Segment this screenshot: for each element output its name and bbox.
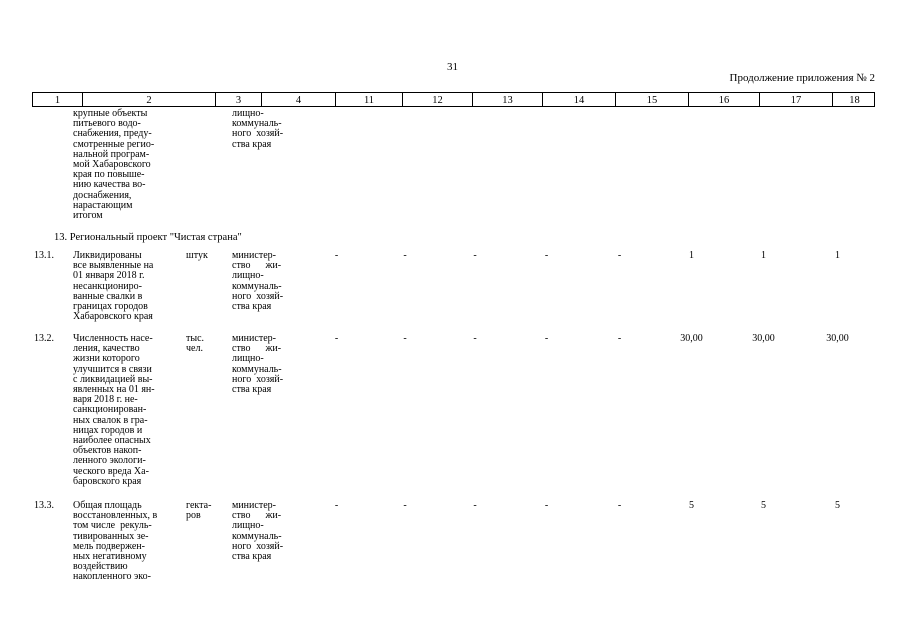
value-col-18: 30,00: [826, 333, 849, 344]
header-col-17: 17: [760, 93, 833, 106]
value-col-11: -: [334, 333, 339, 344]
value-col-12: -: [403, 333, 407, 344]
header-col-15: 15: [616, 93, 689, 106]
header-col-14: 14: [543, 93, 616, 106]
header-col-2: 2: [83, 93, 216, 106]
value-col-13: -: [473, 500, 477, 511]
value-col-15: -: [617, 500, 622, 511]
header-col-18: 18: [849, 95, 860, 106]
table-header: [32, 92, 875, 107]
value-col-11: -: [334, 250, 339, 261]
value-col-17: 1: [761, 250, 766, 261]
value-col-13: -: [473, 333, 477, 344]
row-responsible: министер- ство жи- лищно- коммуналь- ного хозяй- ства края: [232, 500, 284, 563]
value-col-13: -: [473, 250, 477, 261]
value-col-16: 1: [689, 250, 694, 261]
header-col-16: 16: [689, 93, 760, 106]
row-responsible: министер- ство жи- лищно- коммуналь- ного хозяй- ства края: [232, 333, 284, 396]
row-unit: тыс. чел.: [186, 333, 205, 355]
header-col-12: 12: [403, 93, 473, 106]
value-col-15: -: [617, 250, 622, 261]
value-col-14: -: [544, 500, 549, 511]
value-col-15: -: [617, 333, 622, 344]
row-number: 13.2.: [34, 333, 54, 344]
top-row-name: крупные объекты питьевого водо- снабжения, преду- смотренные регио- нальной програм- мой Хабаровского края по повыше- нию качества во- доснабжения, нарастающим итогом: [73, 108, 155, 222]
row-number: 13.3.: [34, 500, 54, 511]
header-col-1: 1: [33, 93, 83, 106]
section-title: 13. Региональный проект "Чистая страна": [54, 232, 242, 243]
header-col-11: 11: [336, 93, 403, 106]
continuation-label: Продолжение приложения № 2: [729, 72, 875, 84]
row-unit: штук: [186, 250, 208, 261]
value-col-18: 1: [835, 250, 840, 261]
row-name: Ликвидированы все выявленные на 01 января 2018 г. несанкциониро- ванные свалки в границах городов Хабаровского края: [73, 250, 154, 323]
value-col-18: 5: [835, 500, 840, 511]
row-responsible: министер- ство жи- лищно- коммуналь- ного хозяй- ства края: [232, 250, 284, 313]
row-number: 13.1.: [34, 250, 54, 261]
value-col-14: -: [544, 333, 549, 344]
row-name: Численность насе- ления, качество жизни которого улучшится в связи с ликвидацией вы- явленных на 01 ян- варя 2018 г. не- санкционирован- ных свалок в гра- ницах городов и наиболее опасных объектов накоп- ленного экологи- ческого вреда Ха- баровского края: [73, 333, 155, 487]
value-col-14: -: [544, 250, 549, 261]
value-col-16: 5: [689, 500, 694, 511]
value-col-17: 30,00: [752, 333, 775, 344]
top-row-responsible: лищно- коммуналь- ного хозяй- ства края: [232, 108, 284, 150]
row-name: Общая площадь восстановленных, в том числе рекуль- тивированных зе- мель подвержен- ных негативному воздействию накопленного эко-: [73, 500, 158, 583]
header-col-3: 3: [216, 93, 262, 106]
page-number: 31: [447, 61, 458, 73]
row-unit: гекта- ров: [186, 500, 212, 522]
value-col-12: -: [403, 250, 407, 261]
value-col-17: 5: [761, 500, 766, 511]
header-col-13: 13: [473, 93, 543, 106]
value-col-12: -: [403, 500, 407, 511]
header-col-4: 4: [262, 93, 336, 106]
value-col-11: -: [334, 500, 339, 511]
value-col-16: 30,00: [680, 333, 703, 344]
